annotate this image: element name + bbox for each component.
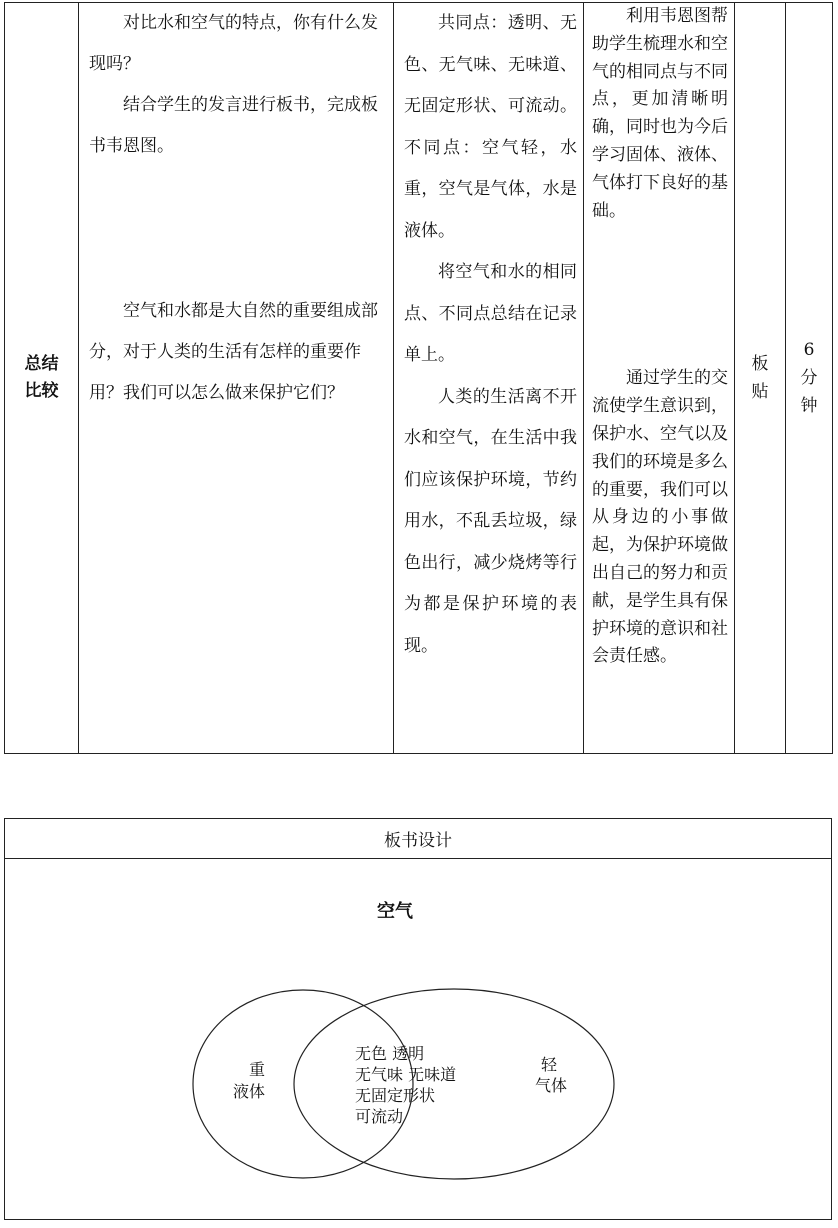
teacher-paragraph: 对比水和空气的特点，你有什么发现吗？ [89, 13, 378, 74]
venn-left-text: 液体 [233, 1082, 266, 1101]
media-cell [735, 3, 786, 754]
board-design-box [4, 818, 832, 1220]
stage-line: 总结 [24, 354, 59, 374]
venn-diagram [5, 859, 831, 1219]
teacher-activity-cell [79, 3, 394, 754]
media-char: 贴 [751, 382, 769, 402]
stage-cell [5, 3, 79, 754]
time-char: 6 [803, 340, 815, 360]
board-title: 空气 [377, 901, 413, 922]
venn-shared-text: 可流动 [355, 1107, 404, 1126]
board-design-header: 板书设计 [5, 819, 831, 859]
teacher-paragraph: 结合学生的发言进行板书，完成板书韦恩图。 [89, 95, 378, 156]
stage-line: 比较 [24, 381, 59, 401]
time-char: 钟 [800, 396, 818, 416]
intent-paragraph: 通过学生的交流使学生意识到，保护水、空气以及我们的环境是多么的重要，我们可以从身边的小事做起，为保护环境做出自己的努力和贡献，是学生具有保护环境的意识和社会责任感。 [592, 368, 728, 667]
venn-right-text: 轻 [541, 1055, 558, 1074]
student-paragraph: 共同点：透明、无色、无气味、无味道、无固定形状、可流动。不同点：空气轻，水重，空气是气体，水是液体。 [404, 13, 577, 241]
lesson-plan-table [4, 2, 833, 754]
student-activity-cell [394, 3, 584, 754]
intent-paragraph: 利用韦恩图帮助学生梳理水和空气的相同点与不同点，更加清晰明确，同时也为今后学习固体、液体、气体打下良好的基础。 [592, 6, 728, 221]
venn-circle-water [193, 990, 413, 1178]
student-paragraph: 人类的生活离不开水和空气，在生活中我们应该保护环境，节约用水，不乱丢垃圾，绿色出行，减少烧烤等行为都是保护环境的表现。 [404, 386, 577, 656]
venn-right-text: 气体 [535, 1076, 568, 1095]
media-char: 板 [751, 354, 769, 374]
time-char: 分 [800, 368, 818, 388]
student-paragraph: 将空气和水的相同点、不同点总结在记录单上。 [404, 262, 577, 365]
design-intent-cell [584, 3, 735, 754]
venn-shared-text: 无固定形状 [355, 1086, 436, 1105]
venn-shared-text: 无气味 无味道 [355, 1065, 457, 1084]
time-cell [786, 3, 833, 754]
teacher-paragraph: 空气和水都是大自然的重要组成部分，对于人类的生活有怎样的重要作用？我们可以怎么做来保护它们？ [89, 301, 378, 403]
venn-shared-text: 无色 透明 [355, 1044, 425, 1063]
venn-left-text: 重 [249, 1060, 266, 1079]
